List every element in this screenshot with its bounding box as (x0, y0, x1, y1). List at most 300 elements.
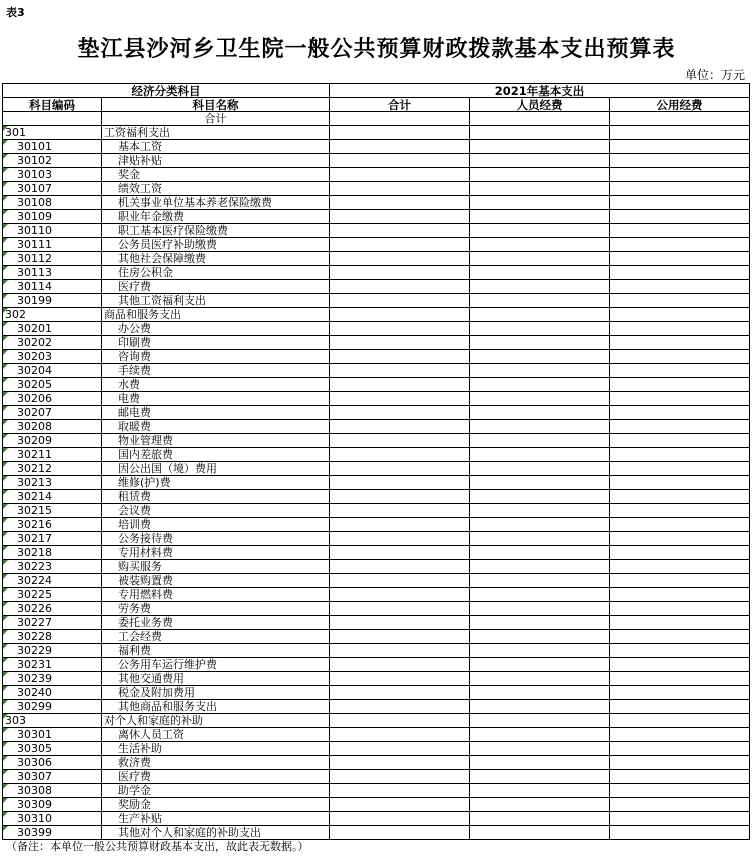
public-cell[interactable] (610, 476, 750, 490)
subject-name-cell[interactable]: 工资福利支出 (102, 126, 330, 140)
total-cell[interactable] (330, 476, 470, 490)
table-row (3, 448, 750, 462)
subject-name-cell[interactable]: 购买服务 (102, 560, 330, 574)
public-cell[interactable] (610, 448, 750, 462)
subject-name-cell[interactable]: 福利费 (102, 644, 330, 658)
table-row (3, 434, 750, 448)
subject-code-cell[interactable]: 30308 (3, 784, 102, 798)
personnel-cell[interactable] (470, 392, 610, 406)
subject-name-cell[interactable]: 邮电费 (102, 406, 330, 420)
subject-code-cell[interactable]: 303 (3, 714, 102, 728)
subject-name-cell[interactable]: 会议费 (102, 504, 330, 518)
personnel-cell[interactable] (470, 462, 610, 476)
subject-code-cell[interactable]: 30224 (3, 574, 102, 588)
total-cell[interactable] (330, 392, 470, 406)
total-cell[interactable] (330, 252, 470, 266)
personnel-cell[interactable] (470, 518, 610, 532)
total-cell[interactable] (330, 154, 470, 168)
personnel-cell[interactable] (470, 448, 610, 462)
subject-name-cell[interactable]: 税金及附加费用 (102, 686, 330, 700)
total-cell[interactable] (330, 686, 470, 700)
personnel-cell[interactable] (470, 350, 610, 364)
personnel-cell[interactable] (470, 126, 610, 140)
personnel-cell[interactable] (470, 476, 610, 490)
header-basic-expenditure-2021[interactable]: 2021年基本支出 (330, 84, 750, 98)
public-cell[interactable] (610, 336, 750, 350)
subject-code-cell[interactable]: 30215 (3, 504, 102, 518)
public-cell[interactable] (610, 616, 750, 630)
subject-name-cell[interactable]: 其他交通费用 (102, 672, 330, 686)
personnel-cell[interactable] (470, 294, 610, 308)
subject-name-cell[interactable]: 维修(护)费 (102, 476, 330, 490)
table-row (3, 210, 750, 224)
personnel-cell[interactable] (470, 308, 610, 322)
total-cell[interactable] (330, 294, 470, 308)
table-row (3, 280, 750, 294)
personnel-cell[interactable] (470, 252, 610, 266)
subject-name-cell[interactable]: 医疗费 (102, 280, 330, 294)
personnel-cell[interactable] (470, 266, 610, 280)
subject-code-cell[interactable]: 30107 (3, 182, 102, 196)
total-row (3, 112, 750, 126)
personnel-cell[interactable] (470, 714, 610, 728)
subject-code-cell[interactable]: 30103 (3, 168, 102, 182)
public-cell[interactable] (610, 266, 750, 280)
table-row (3, 812, 750, 826)
public-cell[interactable] (610, 406, 750, 420)
subject-name-cell[interactable]: 国内差旅费 (102, 448, 330, 462)
public-cell[interactable] (610, 196, 750, 210)
subject-name-cell[interactable]: 手续费 (102, 364, 330, 378)
personnel-cell[interactable] (470, 336, 610, 350)
public-cell[interactable] (610, 644, 750, 658)
personnel-cell[interactable] (470, 154, 610, 168)
total-cell[interactable] (330, 784, 470, 798)
public-cell[interactable] (610, 518, 750, 532)
subject-name-cell[interactable]: 公务接待费 (102, 532, 330, 546)
personnel-cell[interactable] (470, 546, 610, 560)
table-row (3, 350, 750, 364)
header-personnel-expenses[interactable]: 人员经费 (470, 98, 610, 112)
total-cell[interactable] (330, 266, 470, 280)
table-row (3, 504, 750, 518)
personnel-cell[interactable] (470, 728, 610, 742)
subject-name-cell[interactable]: 公务用车运行维护费 (102, 658, 330, 672)
public-cell[interactable] (610, 658, 750, 672)
total-cell[interactable] (330, 196, 470, 210)
personnel-cell[interactable] (470, 490, 610, 504)
public-cell[interactable] (610, 546, 750, 560)
personnel-cell[interactable] (470, 560, 610, 574)
personnel-cell[interactable] (470, 532, 610, 546)
public-cell[interactable] (610, 238, 750, 252)
subject-name-cell[interactable]: 职业年金缴费 (102, 210, 330, 224)
subject-code-cell[interactable]: 30218 (3, 546, 102, 560)
personnel-cell[interactable] (470, 434, 610, 448)
personnel-cell[interactable] (470, 420, 610, 434)
personnel-cell[interactable] (470, 644, 610, 658)
total-cell[interactable] (330, 322, 470, 336)
subject-name-cell[interactable]: 租赁费 (102, 490, 330, 504)
total-cell[interactable] (330, 336, 470, 350)
subject-name-cell[interactable]: 救济费 (102, 756, 330, 770)
total-cell[interactable] (330, 168, 470, 182)
total-cell[interactable] (330, 644, 470, 658)
table-row (3, 392, 750, 406)
subject-code-cell[interactable]: 302 (3, 308, 102, 322)
public-cell[interactable] (610, 280, 750, 294)
subject-code-cell[interactable]: 30209 (3, 434, 102, 448)
total-cell[interactable] (330, 588, 470, 602)
personnel-cell[interactable] (470, 630, 610, 644)
personnel-cell[interactable] (470, 770, 610, 784)
public-cell[interactable] (610, 420, 750, 434)
personnel-cell[interactable] (470, 784, 610, 798)
table-row (3, 714, 750, 728)
subject-code-cell[interactable]: 30202 (3, 336, 102, 350)
public-cell[interactable] (610, 714, 750, 728)
public-cell[interactable] (610, 560, 750, 574)
subject-name-cell[interactable]: 机关事业单位基本养老保险缴费 (102, 196, 330, 210)
subject-name-cell[interactable]: 取暖费 (102, 420, 330, 434)
subject-code-cell[interactable]: 30101 (3, 140, 102, 154)
header-public-expenses[interactable]: 公用经费 (610, 98, 750, 112)
total-cell[interactable] (330, 126, 470, 140)
subject-name-cell[interactable]: 因公出国（境）费用 (102, 462, 330, 476)
subject-name-cell[interactable]: 其他工资福利支出 (102, 294, 330, 308)
total-cell[interactable] (330, 714, 470, 728)
subject-code-cell[interactable]: 30113 (3, 266, 102, 280)
personnel-cell[interactable] (470, 406, 610, 420)
total-cell[interactable] (330, 462, 470, 476)
total-cell[interactable] (330, 630, 470, 644)
total-cell[interactable] (330, 672, 470, 686)
personnel-cell[interactable] (470, 574, 610, 588)
subject-name-cell[interactable]: 医疗费 (102, 770, 330, 784)
public-cell[interactable] (610, 140, 750, 154)
header-subject-name[interactable]: 科目名称 (102, 98, 330, 112)
public-cell[interactable] (610, 392, 750, 406)
total-cell[interactable] (330, 364, 470, 378)
subject-name-cell[interactable]: 绩效工资 (102, 182, 330, 196)
subject-code-cell[interactable]: 30208 (3, 420, 102, 434)
public-cell[interactable] (610, 728, 750, 742)
header-subject-code[interactable]: 科目编码 (3, 98, 102, 112)
table-row (3, 420, 750, 434)
total-code-cell[interactable] (3, 112, 102, 126)
subject-code-cell[interactable]: 30110 (3, 224, 102, 238)
total-cell[interactable] (330, 602, 470, 616)
subject-name-cell[interactable]: 奖励金 (102, 798, 330, 812)
subject-name-cell[interactable]: 专用燃料费 (102, 588, 330, 602)
subject-code-cell[interactable]: 30239 (3, 672, 102, 686)
table-row (3, 602, 750, 616)
subject-code-cell[interactable]: 30223 (3, 560, 102, 574)
public-cell[interactable] (610, 784, 750, 798)
public-cell[interactable] (610, 574, 750, 588)
public-cell[interactable] (610, 686, 750, 700)
subject-name-cell[interactable]: 奖金 (102, 168, 330, 182)
total-cell[interactable] (330, 308, 470, 322)
total-cell[interactable] (330, 210, 470, 224)
subject-code-cell[interactable]: 30212 (3, 462, 102, 476)
total-cell[interactable] (330, 448, 470, 462)
table-row (3, 154, 750, 168)
total-cell[interactable] (330, 798, 470, 812)
subject-code-cell[interactable]: 30229 (3, 644, 102, 658)
personnel-cell[interactable] (470, 742, 610, 756)
subject-code-cell[interactable]: 30399 (3, 826, 102, 840)
total-cell[interactable] (330, 420, 470, 434)
public-cell[interactable] (610, 812, 750, 826)
subject-name-cell[interactable]: 生活补助 (102, 742, 330, 756)
table-row (3, 700, 750, 714)
table-row (3, 742, 750, 756)
personnel-cell[interactable] (470, 196, 610, 210)
personnel-cell[interactable] (470, 378, 610, 392)
total-cell[interactable] (330, 742, 470, 756)
public-cell[interactable] (610, 154, 750, 168)
public-cell[interactable] (610, 462, 750, 476)
personnel-cell[interactable] (470, 182, 610, 196)
personnel-cell[interactable] (470, 658, 610, 672)
subject-code-cell[interactable]: 30205 (3, 378, 102, 392)
public-cell[interactable] (610, 826, 750, 840)
table-row (3, 518, 750, 532)
total-cell[interactable] (330, 532, 470, 546)
subject-name-cell[interactable]: 委托业务费 (102, 616, 330, 630)
total-cell[interactable] (330, 700, 470, 714)
subject-code-cell[interactable]: 30228 (3, 630, 102, 644)
total-cell[interactable] (330, 826, 470, 840)
total-cell[interactable] (330, 560, 470, 574)
personnel-cell[interactable] (470, 826, 610, 840)
public-cell[interactable] (610, 434, 750, 448)
personnel-cell[interactable] (470, 602, 610, 616)
total-cell[interactable] (330, 140, 470, 154)
subject-code-cell[interactable]: 30112 (3, 252, 102, 266)
total-cell[interactable] (330, 434, 470, 448)
subject-name-cell[interactable]: 物业管理费 (102, 434, 330, 448)
public-cell[interactable] (610, 322, 750, 336)
subject-name-cell[interactable]: 劳务费 (102, 602, 330, 616)
subject-code-cell[interactable]: 30214 (3, 490, 102, 504)
subject-name-cell[interactable]: 生产补贴 (102, 812, 330, 826)
subject-code-cell[interactable]: 30310 (3, 812, 102, 826)
total-cell[interactable] (330, 518, 470, 532)
subject-code-cell[interactable]: 30217 (3, 532, 102, 546)
public-cell[interactable] (610, 504, 750, 518)
public-cell[interactable] (610, 364, 750, 378)
total-cell[interactable] (330, 616, 470, 630)
public-cell[interactable] (610, 602, 750, 616)
total-public-cell[interactable] (610, 112, 750, 126)
subject-code-cell[interactable]: 30307 (3, 770, 102, 784)
subject-code-cell[interactable]: 30199 (3, 294, 102, 308)
table-row (3, 406, 750, 420)
public-cell[interactable] (610, 126, 750, 140)
public-cell[interactable] (610, 756, 750, 770)
subject-name-cell[interactable]: 其他社会保障缴费 (102, 252, 330, 266)
subject-name-cell[interactable]: 水费 (102, 378, 330, 392)
total-cell[interactable] (330, 658, 470, 672)
public-cell[interactable] (610, 182, 750, 196)
total-cell[interactable] (330, 812, 470, 826)
public-cell[interactable] (610, 378, 750, 392)
public-cell[interactable] (610, 350, 750, 364)
subject-name-cell[interactable]: 其他商品和服务支出 (102, 700, 330, 714)
subject-code-cell[interactable]: 30309 (3, 798, 102, 812)
total-cell[interactable] (330, 224, 470, 238)
subject-name-cell[interactable]: 基本工资 (102, 140, 330, 154)
personnel-cell[interactable] (470, 798, 610, 812)
personnel-cell[interactable] (470, 364, 610, 378)
public-cell[interactable] (610, 672, 750, 686)
table-row (3, 560, 750, 574)
public-cell[interactable] (610, 252, 750, 266)
subject-code-cell[interactable]: 30225 (3, 588, 102, 602)
unit-label: 单位：万元 (684, 68, 745, 82)
public-cell[interactable] (610, 700, 750, 714)
personnel-cell[interactable] (470, 756, 610, 770)
subject-name-cell[interactable]: 助学金 (102, 784, 330, 798)
total-cell[interactable] (330, 770, 470, 784)
subject-code-cell[interactable]: 30231 (3, 658, 102, 672)
table-row (3, 266, 750, 280)
subject-code-cell[interactable]: 30227 (3, 616, 102, 630)
public-cell[interactable] (610, 770, 750, 784)
subject-code-cell[interactable]: 30299 (3, 700, 102, 714)
subject-name-cell[interactable]: 津贴补贴 (102, 154, 330, 168)
total-cell[interactable] (330, 378, 470, 392)
public-cell[interactable] (610, 798, 750, 812)
subject-name-cell[interactable]: 培训费 (102, 518, 330, 532)
subject-name-cell[interactable]: 住房公积金 (102, 266, 330, 280)
sheet-label: 表3 (6, 6, 25, 19)
subject-name-cell[interactable]: 专用材料费 (102, 546, 330, 560)
table-row (3, 238, 750, 252)
subject-code-cell[interactable]: 30211 (3, 448, 102, 462)
total-cell[interactable] (330, 238, 470, 252)
total-cell[interactable] (330, 756, 470, 770)
subject-code-cell[interactable]: 30207 (3, 406, 102, 420)
personnel-cell[interactable] (470, 700, 610, 714)
total-cell[interactable] (330, 350, 470, 364)
personnel-cell[interactable] (470, 812, 610, 826)
personnel-cell[interactable] (470, 672, 610, 686)
personnel-cell[interactable] (470, 168, 610, 182)
public-cell[interactable] (610, 588, 750, 602)
subject-name-cell[interactable]: 印刷费 (102, 336, 330, 350)
subject-code-cell[interactable]: 30203 (3, 350, 102, 364)
table-row (3, 532, 750, 546)
total-cell[interactable] (330, 574, 470, 588)
public-cell[interactable] (610, 168, 750, 182)
total-cell[interactable] (330, 280, 470, 294)
table-row (3, 224, 750, 238)
subject-code-cell[interactable]: 301 (3, 126, 102, 140)
total-cell[interactable] (330, 490, 470, 504)
header-economic-classification[interactable]: 经济分类科目 (3, 84, 330, 98)
public-cell[interactable] (610, 294, 750, 308)
subject-code-cell[interactable]: 30206 (3, 392, 102, 406)
table-row (3, 126, 750, 140)
public-cell[interactable] (610, 532, 750, 546)
header-total[interactable]: 合计 (330, 98, 470, 112)
personnel-cell[interactable] (470, 140, 610, 154)
public-cell[interactable] (610, 210, 750, 224)
subject-name-cell[interactable]: 其他对个人和家庭的补助支出 (102, 826, 330, 840)
total-cell[interactable] (330, 546, 470, 560)
personnel-cell[interactable] (470, 322, 610, 336)
table-row (3, 672, 750, 686)
personnel-cell[interactable] (470, 238, 610, 252)
subject-name-cell[interactable]: 咨询费 (102, 350, 330, 364)
total-cell[interactable] (330, 406, 470, 420)
subject-name-cell[interactable]: 被装购置费 (102, 574, 330, 588)
personnel-cell[interactable] (470, 686, 610, 700)
public-cell[interactable] (610, 490, 750, 504)
personnel-cell[interactable] (470, 224, 610, 238)
total-cell[interactable] (330, 182, 470, 196)
subject-code-cell[interactable]: 30306 (3, 756, 102, 770)
subject-name-cell[interactable]: 公务员医疗补助缴费 (102, 238, 330, 252)
table-row (3, 490, 750, 504)
personnel-cell[interactable] (470, 588, 610, 602)
subject-code-cell[interactable]: 30109 (3, 210, 102, 224)
subject-code-cell[interactable]: 30216 (3, 518, 102, 532)
table-row (3, 616, 750, 630)
subject-name-cell[interactable]: 电费 (102, 392, 330, 406)
subject-code-cell[interactable]: 30213 (3, 476, 102, 490)
subject-code-cell[interactable]: 30102 (3, 154, 102, 168)
total-label-cell[interactable]: 合计 (102, 112, 330, 126)
budget-table (2, 83, 750, 840)
personnel-cell[interactable] (470, 504, 610, 518)
subject-code-cell[interactable]: 30305 (3, 742, 102, 756)
subject-code-cell[interactable]: 30226 (3, 602, 102, 616)
subject-name-cell[interactable]: 离休人员工资 (102, 728, 330, 742)
subject-name-cell[interactable]: 对个人和家庭的补助 (102, 714, 330, 728)
subject-name-cell[interactable]: 工会经费 (102, 630, 330, 644)
public-cell[interactable] (610, 742, 750, 756)
subject-code-cell[interactable]: 30301 (3, 728, 102, 742)
total-cell[interactable] (330, 728, 470, 742)
total-cell[interactable] (330, 504, 470, 518)
subject-code-cell[interactable]: 30240 (3, 686, 102, 700)
subject-code-cell[interactable]: 30114 (3, 280, 102, 294)
subject-name-cell[interactable]: 商品和服务支出 (102, 308, 330, 322)
table-row (3, 756, 750, 770)
total-personnel-cell[interactable] (470, 112, 610, 126)
subject-name-cell[interactable]: 职工基本医疗保险缴费 (102, 224, 330, 238)
subject-code-cell[interactable]: 30108 (3, 196, 102, 210)
subject-name-cell[interactable]: 办公费 (102, 322, 330, 336)
public-cell[interactable] (610, 224, 750, 238)
table-row (3, 322, 750, 336)
personnel-cell[interactable] (470, 210, 610, 224)
personnel-cell[interactable] (470, 280, 610, 294)
subject-code-cell[interactable]: 30201 (3, 322, 102, 336)
table-row (3, 196, 750, 210)
subject-code-cell[interactable]: 30204 (3, 364, 102, 378)
total-amount-cell[interactable] (330, 112, 470, 126)
page-title: 垫江县沙河乡卫生院一般公共预算财政拨款基本支出预算表 (77, 36, 676, 62)
public-cell[interactable] (610, 630, 750, 644)
personnel-cell[interactable] (470, 616, 610, 630)
public-cell[interactable] (610, 308, 750, 322)
subject-code-cell[interactable]: 30111 (3, 238, 102, 252)
